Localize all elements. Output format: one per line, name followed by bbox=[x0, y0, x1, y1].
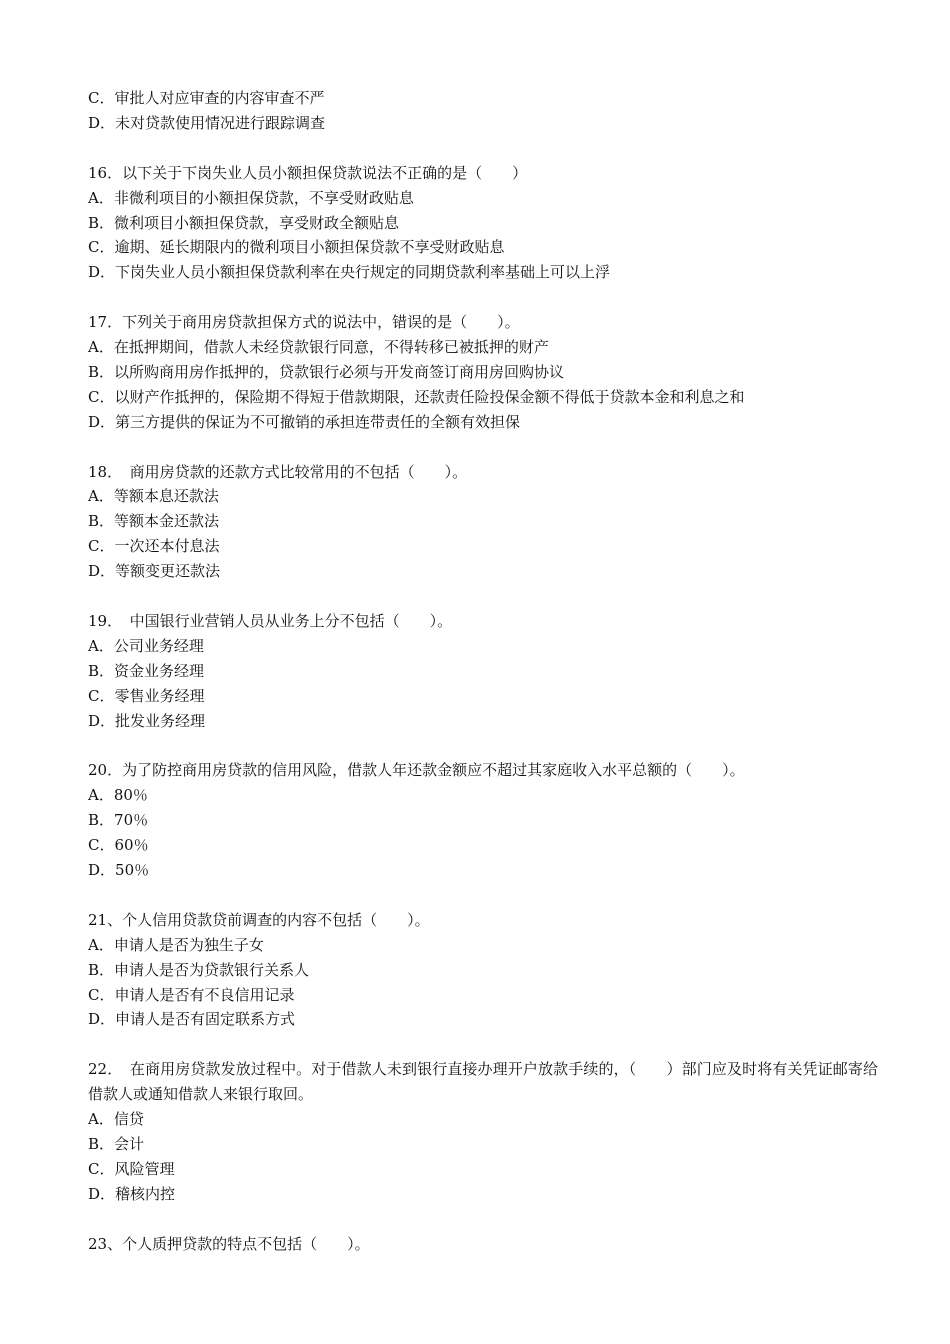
option-b: B．等额本金还款法 bbox=[88, 512, 220, 531]
option-a: A．80％ bbox=[88, 786, 148, 805]
question-stem: 23、个人质押贷款的特点不包括（ ）。 bbox=[88, 1234, 370, 1253]
option-b: B．资金业务经理 bbox=[88, 661, 205, 680]
option-a: A．非微利项目的小额担保贷款，不享受财政贴息 bbox=[88, 188, 414, 207]
option-c: C．逾期、延长期限内的微利项目小额担保贷款不享受财政贴息 bbox=[88, 238, 505, 257]
document-page bbox=[88, 86, 878, 1256]
continued-options bbox=[88, 86, 878, 136]
option-b: B．会计 bbox=[88, 1134, 145, 1153]
option-d: D．下岗失业人员小额担保贷款利率在央行规定的同期贷款利率基础上可以上浮 bbox=[88, 263, 611, 282]
question-20 bbox=[88, 758, 878, 883]
question-23 bbox=[88, 1232, 878, 1257]
option-a: A．在抵押期间，借款人未经贷款银行同意，不得转移已被抵押的财产 bbox=[88, 338, 549, 357]
option-c: C．零售业务经理 bbox=[88, 686, 205, 705]
option-d: D．等额变更还款法 bbox=[88, 562, 221, 581]
option-c: C．60％ bbox=[88, 836, 149, 855]
option-d: D．第三方提供的保证为不可撤销的承担连带责任的全额有效担保 bbox=[88, 412, 521, 431]
option-d: D．稽核内控 bbox=[88, 1184, 176, 1203]
question-22 bbox=[88, 1057, 878, 1206]
option-a: A．信贷 bbox=[88, 1110, 144, 1129]
question-stem: 18． 商用房贷款的还款方式比较常用的不包括（ ）。 bbox=[88, 462, 468, 481]
option-c: C．申请人是否有不良信用记录 bbox=[88, 985, 295, 1004]
question-stem: 20．为了防控商用房贷款的信用风险，借款人年还款金额应不超过其家庭收入水平总额的（ ）。 bbox=[88, 761, 745, 780]
question-18 bbox=[88, 460, 878, 585]
option-c: C．以财产作抵押的，保险期不得短于借款期限，还款责任险投保金额不得低于贷款本金和利息之和 bbox=[88, 387, 745, 406]
option-b: B．70％ bbox=[88, 811, 149, 830]
option-d: D．50％ bbox=[88, 861, 150, 880]
option-a: A．等额本息还款法 bbox=[88, 487, 219, 506]
option-d: D．批发业务经理 bbox=[88, 711, 206, 730]
option-a: A．申请人是否为独生子女 bbox=[88, 935, 264, 954]
question-stem: 22． 在商用房贷款发放过程中。对于借款人未到银行直接办理开户放款手续的，（ ）部门应及时将有关凭证邮寄给借款人或通知借款人来银行取回。 bbox=[88, 1060, 878, 1104]
option-d: D．申请人是否有固定联系方式 bbox=[88, 1010, 296, 1029]
question-17 bbox=[88, 310, 878, 435]
question-16 bbox=[88, 161, 878, 286]
option-b: B．以所购商用房作抵押的，贷款银行必须与开发商签订商用房回购协议 bbox=[88, 362, 565, 381]
question-21 bbox=[88, 908, 878, 1033]
option-c: C．风险管理 bbox=[88, 1159, 175, 1178]
option-d: D．未对贷款使用情况进行跟踪调查 bbox=[88, 113, 326, 132]
option-b: B．微利项目小额担保贷款，享受财政全额贴息 bbox=[88, 213, 400, 232]
question-19 bbox=[88, 609, 878, 734]
option-a: A．公司业务经理 bbox=[88, 636, 204, 655]
question-stem: 17．下列关于商用房贷款担保方式的说法中，错误的是（ ）。 bbox=[88, 313, 520, 332]
option-c: C．一次还本付息法 bbox=[88, 537, 220, 556]
question-stem: 16．以下关于下岗失业人员小额担保贷款说法不正确的是（ ） bbox=[88, 163, 528, 182]
option-b: B．申请人是否为贷款银行关系人 bbox=[88, 960, 310, 979]
question-stem: 19． 中国银行业营销人员从业务上分不包括（ ）。 bbox=[88, 611, 453, 630]
question-stem: 21、个人信用贷款贷前调查的内容不包括（ ）。 bbox=[88, 910, 430, 929]
option-c: C．审批人对应审查的内容审查不严 bbox=[88, 89, 325, 107]
